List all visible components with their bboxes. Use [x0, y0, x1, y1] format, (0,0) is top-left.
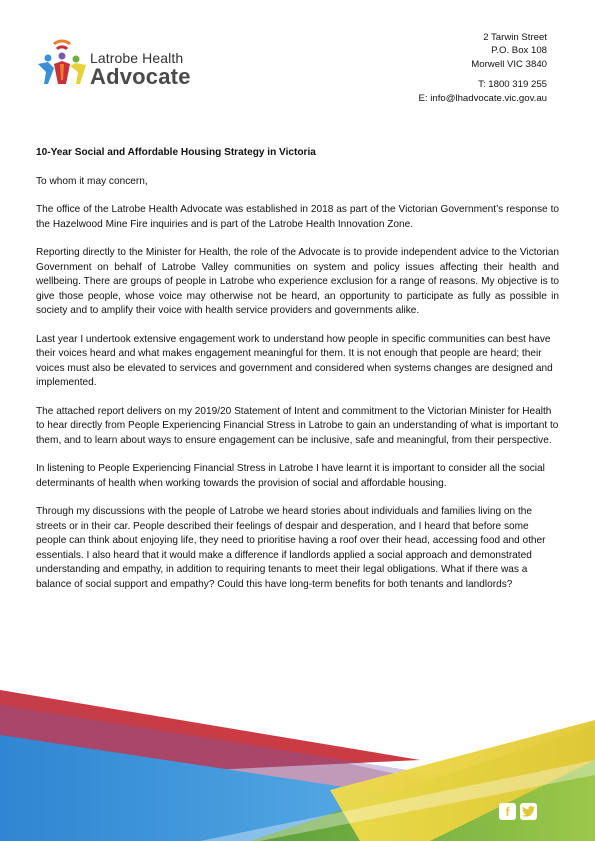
twitter-icon[interactable] [520, 803, 537, 820]
letter-paragraph: The attached report delivers on my 2019/20 Statement of Intent and commitment to the Victorian Minister for Health to hear directly from People Experiencing Financial Stress in Latrobe to gain an understanding of what is important to them, and to learn about ways to ensure engagement can be inclusive, safe and meaningful, from their perspective. [36, 405, 559, 446]
letter-salutation: To whom it may concern, [36, 175, 148, 187]
contact-email[interactable]: E: info@lhadvocate.vic.gov.au [418, 92, 547, 104]
social-links [499, 803, 537, 820]
logo-line2: Advocate [90, 64, 191, 89]
letter-paragraph: Last year I undertook extensive engagement work to understand how people in specific communities can best have their voices heard and what makes engagement meaningful for them. It is not enough that people are heard; their voices must also be elevated to services and government and considered when systems changes are designed and implemented. [36, 333, 553, 388]
facebook-icon[interactable]: f [499, 803, 516, 820]
address-po-box: P.O. Box 108 [491, 45, 547, 57]
letter-paragraph: Reporting directly to the Minister for Health, the role of the Advocate is to provide independent advice to the Victorian Government on behalf of Latrobe Valley communities on system and policy issues affecting their health and wellbeing. There are groups of people in Latrobe who experience exclusion for a range of reasons. My objective is to give those people, whose voice may otherwise not be heard, an opportunity to participate as fully as possible in society and to amplify their voice with health service providers and governments alike. [36, 247, 559, 316]
letter-paragraph: In listening to People Experiencing Financial Stress in Latrobe I have learnt it is important to consider all the social determinants of health when working towards the provision of social and affordable housing. [36, 463, 545, 489]
contact-phone: T: 1800 319 255 [478, 79, 547, 91]
address-street: 2 Tarwin Street [483, 32, 547, 43]
logo-line1: Latrobe Health [90, 50, 184, 66]
letter-title: 10-Year Social and Affordable Housing Strategy in Victoria [36, 147, 316, 158]
letter-paragraph: Through my discussions with the people of Latrobe we heard stories about individuals and families living on the streets or in their car. People described their feelings of despair and desperation, and I heard that before some people can think about enjoying life, they need to prioritise having a roof over their head, accessing food and other essentials. I also heard that it would make a difference if landlords applied a social approach and demonstrated understanding and empathy, in addition to requiring tenants to meet their legal obligations. What if there was a balance of social support and empathy? Could this have long-term benefits for both tenants and landlords? [36, 506, 546, 590]
address-suburb: Morwell VIC 3840 [471, 58, 547, 70]
twitter-bird-icon [522, 806, 535, 817]
letter-paragraph: The office of the Latrobe Health Advocate was established in 2018 as part of the Victorian Government’s response to the Hazelwood Mine Fire inquiries and is part of the Latrobe Health Innovation Zone. [36, 204, 559, 230]
